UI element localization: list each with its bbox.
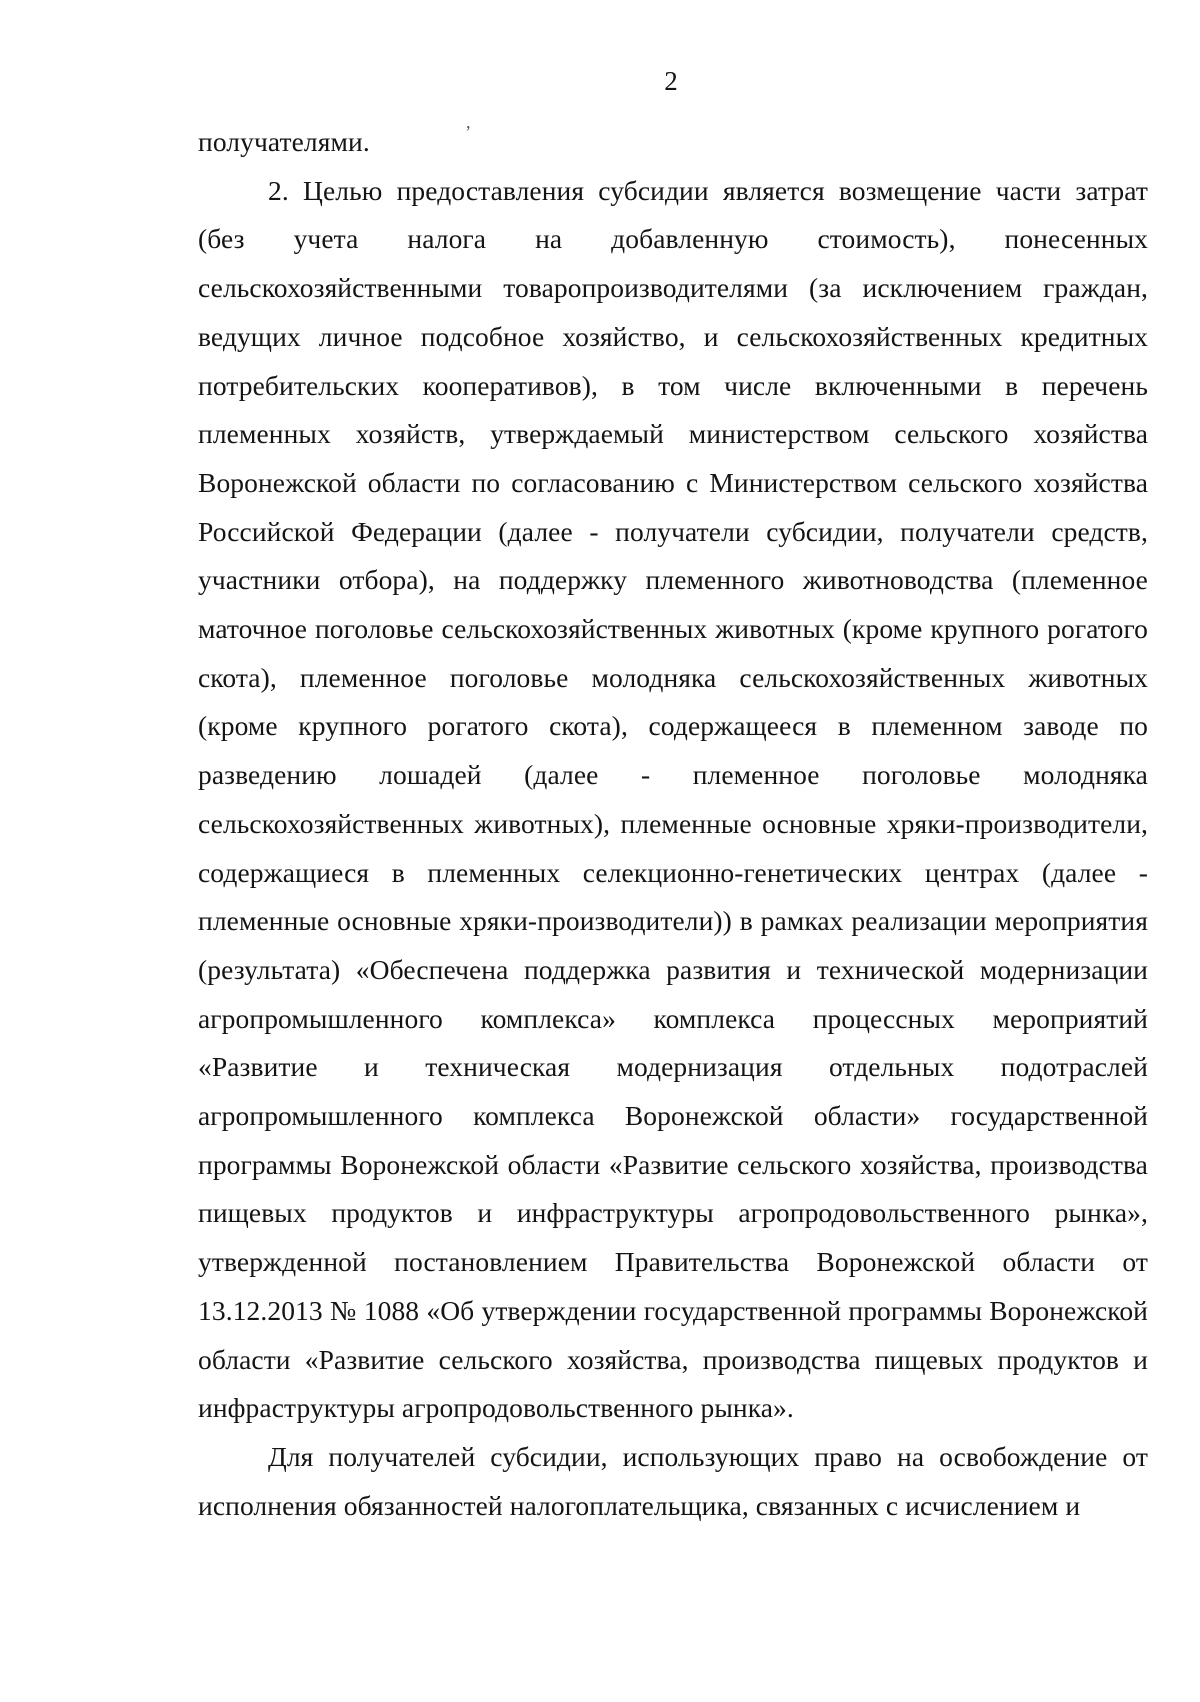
paragraph-exemption: Для получателей субсидии, использующих право на освобождение от исполнения обязанностей налогоплательщика, связанных с исчислением и [198,1440,1148,1521]
paragraph-continuation: получателями. [198,126,370,157]
document-body [198,118,1148,1530]
paragraph-item-2: 2. Целью предоставления субсидии является возмещение части затрат (без учета налога на добавленную стоимость), понесенных сельскохозяйственными товаропроизводителями (за исключением граждан, ведущих личное подсобное хозяйство, и сельскохозяйственных кредитных потребительских кооперативов), в том числе включенными в перечень племенных хозяйств, утверждаемый министерством сельского хозяйства Воронежской области по согласованию с Министерством сельского хозяйства Российской Федерации (далее - получатели субсидии, получатели средств, участники отбора), на поддержку племенного животноводства (племенное маточное поголовье сельскохозяйственных животных (кроме крупного рогатого скота), племенное поголовье молодняка сельскохозяйственных животных (кроме крупного рогатого скота), содержащееся в племенном заводе по разведению лошадей (далее - племенное поголовье молодняка сельскохозяйственных животных), племенные основные хряки-производители, содержащиеся в племенных селекционно-генетических центрах (далее - племенные основные хряки-производители)) в рамках реализации мероприятия (результата) «Обеспечена поддержка развития и технической модернизации агропромышленного комплекса» комплекса процессных мероприятий «Развитие и техническая модернизация отдельных подотраслей агропромышленного комплекса Воронежской области» государственной программы Воронежской области «Развитие сельского хозяйства, производства пищевых продуктов и инфраструктуры агропродовольственного рынка», утвержденной постановлением Правительства Воронежской области от 13.12.2013 № 1088 «Об утверждении государственной программы Воронежской области «Развитие сельского хозяйства, производства пищевых продуктов и инфраструктуры агропродовольственного рынка». [198,174,1148,1424]
stray-mark: , [466,112,471,132]
page-number: 2 [664,66,678,96]
